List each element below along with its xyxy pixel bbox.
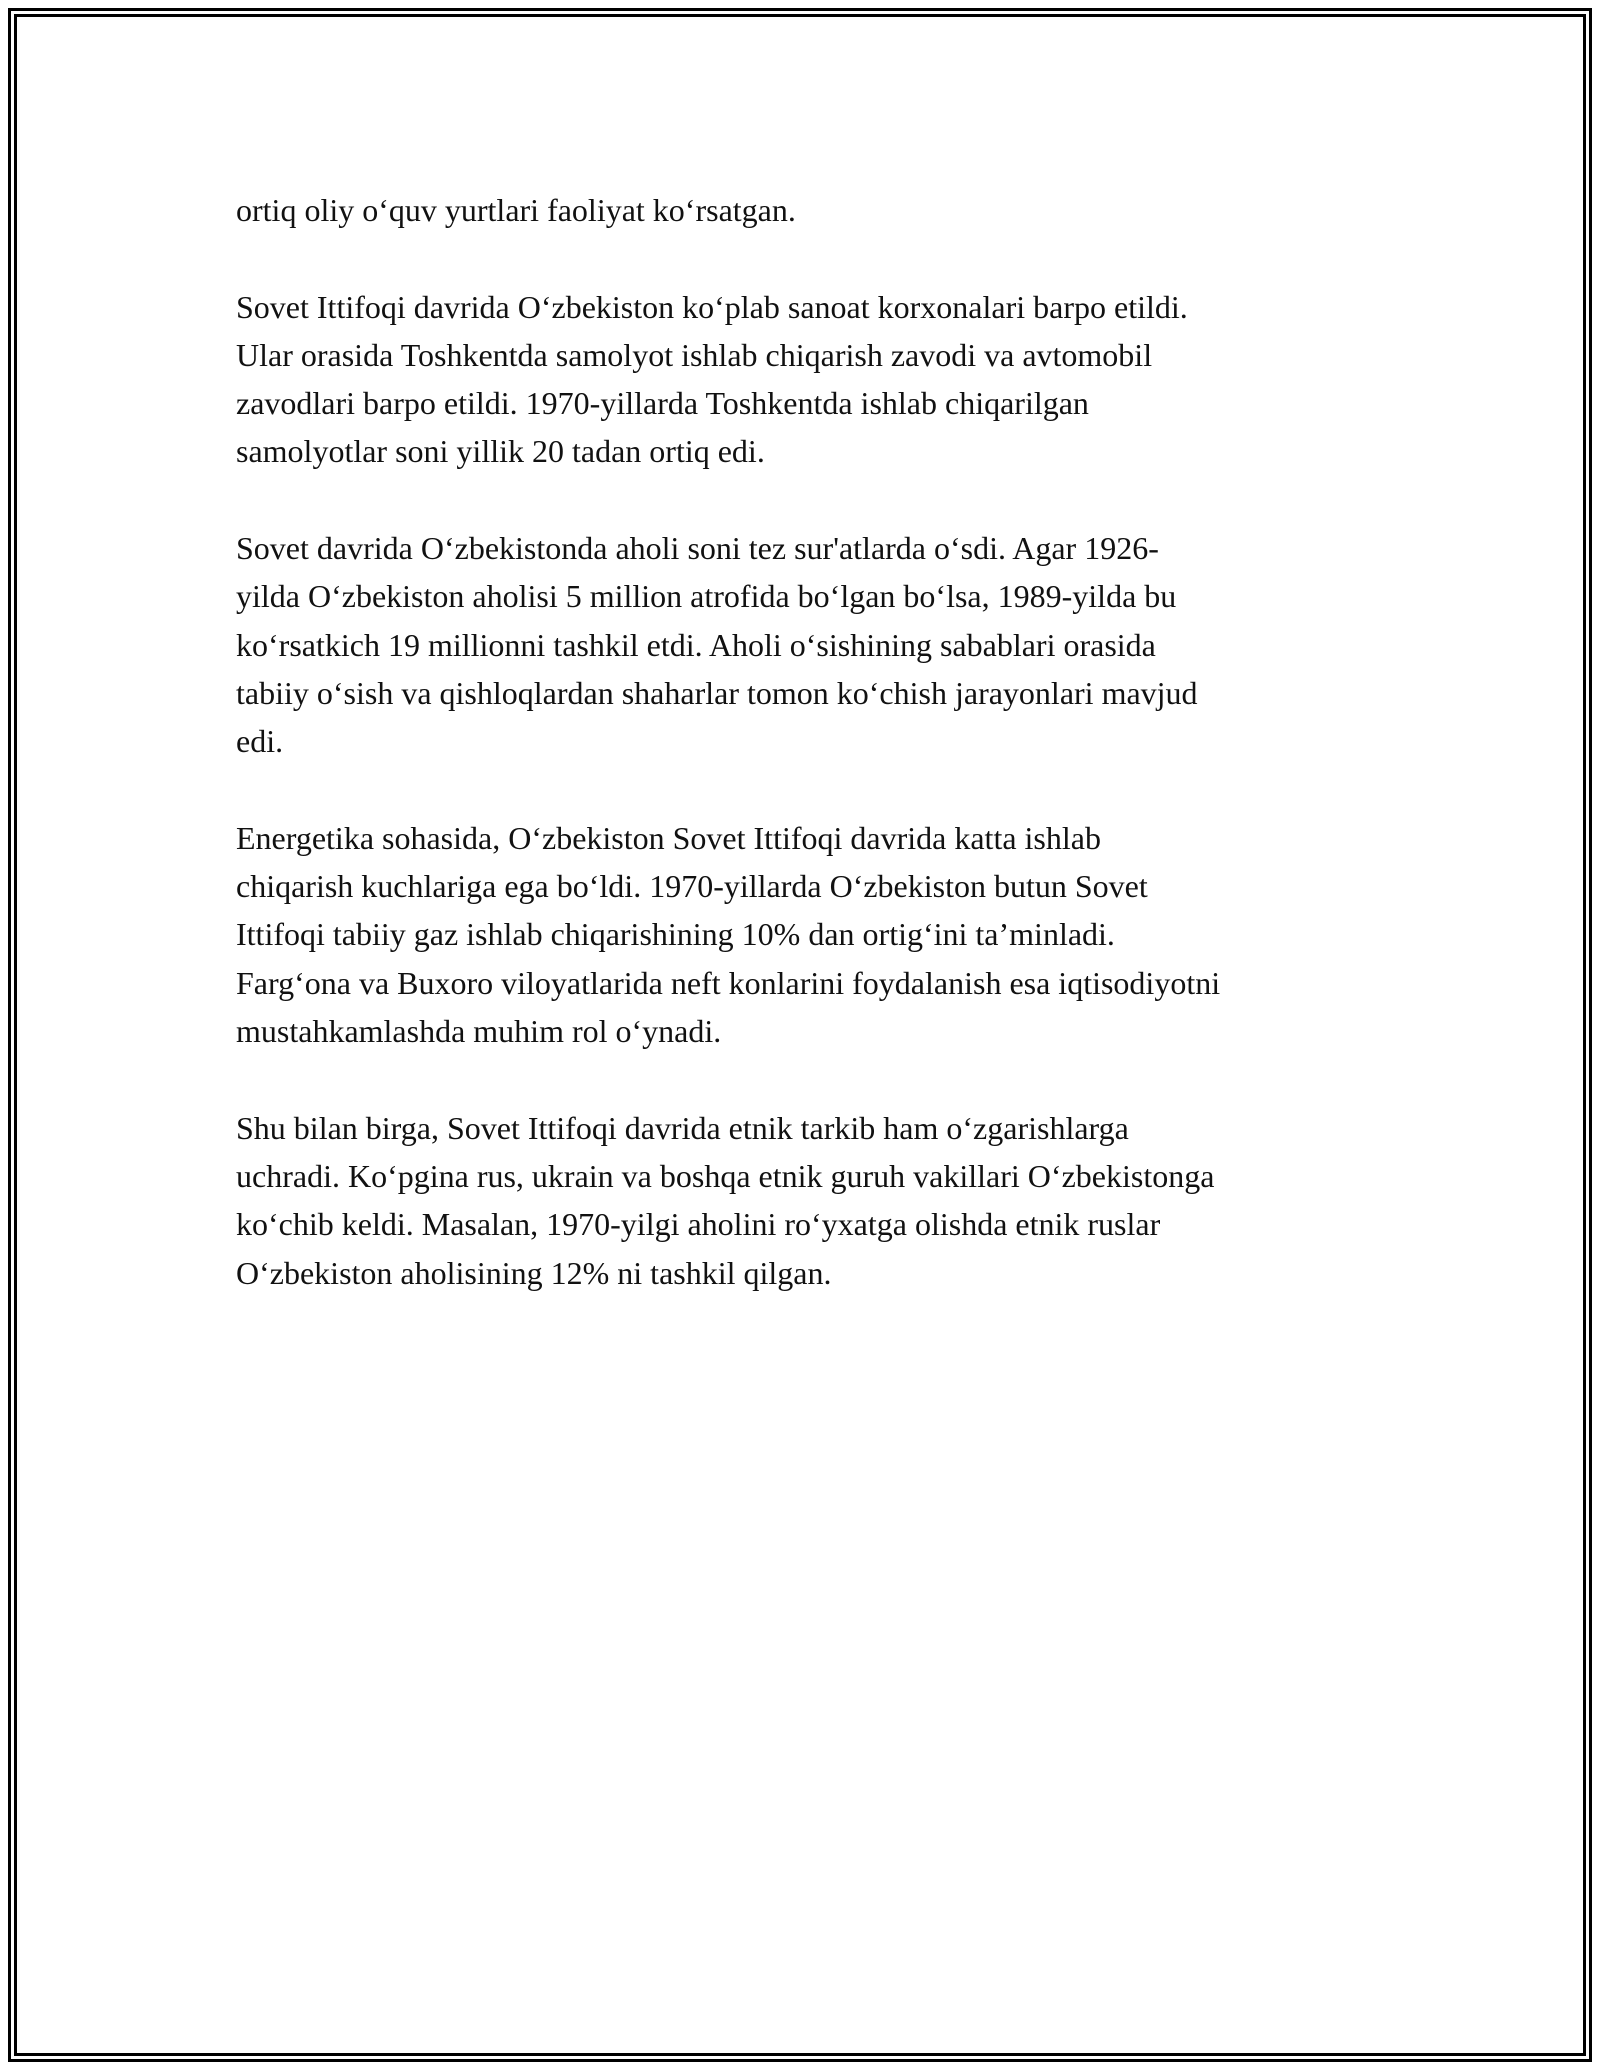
paragraph-4 — [236, 814, 1386, 1055]
text-line: Energetika sohasida, O‘zbekiston Sovet Ittifoqi davrida katta ishlab — [236, 819, 1101, 856]
text-line: ortiq oliy o‘quv yurtlari faoliyat ko‘rsatgan. — [236, 192, 796, 228]
text-line: chiqarish kuchlariga ega bo‘ldi. 1970-yillarda O‘zbekiston butun Sovet — [236, 868, 1148, 905]
paragraph-3 — [236, 524, 1386, 765]
text-line: Farg‘ona va Buxoro viloyatlarida neft konlarini foydalanish esa iqtisodiyotni — [236, 964, 1221, 1001]
text-line: mustahkamlashda muhim rol o‘ynadi. — [236, 1013, 722, 1050]
text-line: uchradi. Ko‘pgina rus, ukrain va boshqa etnik guruh vakillari O‘zbekistonga — [236, 1157, 1215, 1194]
text-line: edi. — [236, 723, 284, 760]
text-line: yilda O‘zbekiston aholisi 5 million atrofida bo‘lgan bo‘lsa, 1989-yilda bu — [236, 578, 1177, 615]
text-line: ko‘chib keldi. Masalan, 1970-yilgi aholini ro‘yxatga olishda etnik ruslar — [236, 1206, 1161, 1243]
paragraph-1 — [236, 186, 1386, 234]
text-line: Shu bilan birga, Sovet Ittifoqi davrida etnik tarkib ham o‘zgarishlarga — [236, 1109, 1129, 1146]
text-line: Sovet davrida O‘zbekistonda aholi soni tez sur'atlarda o‘sdi. Agar 1926- — [236, 530, 1159, 567]
paragraph-2 — [236, 283, 1386, 476]
text-line: samolyotlar soni yillik 20 tadan ortiq edi. — [236, 433, 765, 470]
document-body — [236, 186, 1386, 1345]
text-line: tabiiy o‘sish va qishloqlardan shaharlar tomon ko‘chish jarayonlari mavjud — [236, 674, 1198, 711]
text-line: Ittifoqi tabiiy gaz ishlab chiqarishining 10% dan ortig‘ini ta’minladi. — [236, 916, 1115, 953]
text-line: Sovet Ittifoqi davrida O‘zbekiston ko‘plab sanoat korxonalari barpo etildi. — [236, 288, 1188, 325]
paragraph-5 — [236, 1104, 1386, 1297]
text-line: ko‘rsatkich 19 millionni tashkil etdi. Aholi o‘sishining sabablari orasida — [236, 626, 1156, 663]
text-line: O‘zbekiston aholisining 12% ni tashkil qilgan. — [236, 1254, 832, 1291]
text-line: Ular orasida Toshkentda samolyot ishlab chiqarish zavodi va avtomobil — [236, 336, 1153, 373]
text-line: zavodlari barpo etildi. 1970-yillarda Toshkentda ishlab chiqarilgan — [236, 385, 1089, 422]
